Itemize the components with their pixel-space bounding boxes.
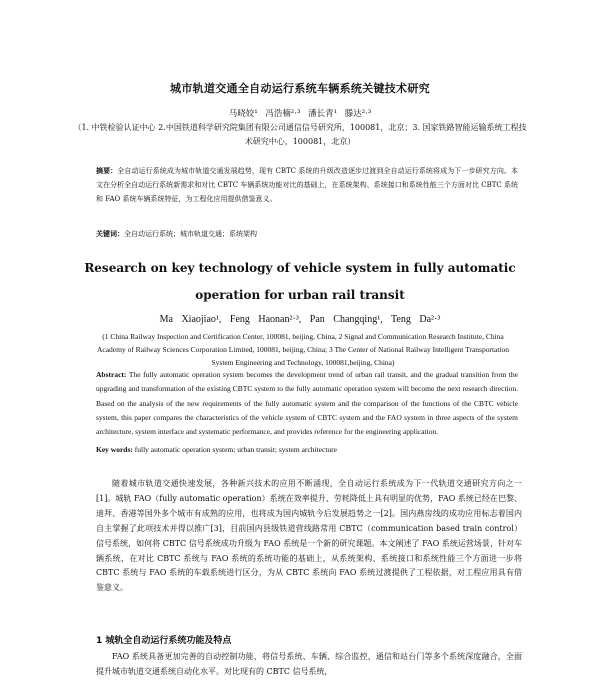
chinese-abstract-label: 摘要： (96, 166, 118, 175)
english-title-line-2: operation for urban rail transit (195, 288, 405, 302)
english-title-line-1: Research on key technology of vehicle system in fully automatic (84, 261, 516, 275)
english-abstract-text: The fully automatic operation system becomes the development trend of urban rail transit, and the gradual transition from the upgrading and transformation of the existing CBTC system to the fully automatic operation system will become the next research direction. Based on the analysis of the new requirements of the fully automatic system and the comparison of the functions of the CBTC vehicle system, this paper compares the characteristics of the vehicle system of CBTC system and the FAO system in three aspects of the system architecture, system interface and systematic performance, and provides reference for the engineering application. (96, 370, 518, 437)
english-affiliation: (1 China Railway Inspection and Certification Center, 100081, beijing, China, 2 Signal and Communication Research Institute, China Academy of Railway Sciences Corporation Limited, 100081, beijing, China; 3 The Center of National Railway Intelligent Transportation System Engineering and Technology, 100081,beijing, China) (96, 332, 510, 367)
english-keywords-label: Key words: (96, 445, 133, 454)
introduction-paragraph: 随着城市轨道交通快速发展，各种新兴技术的应用不断涌现，全自动运行系统成为下一代轨道交通研究方向之一[1]。城轨 FAO（fully automatic operation）系统在效率提升、劳耗降低上具有明显的优势，FAO 系统已经在巴黎、迪拜、香港等国外多个城市有成熟的应用，也将成为国内城轨今后发展趋势之一[2]。国内燕房线的成功应用标志着国内自主掌握了此项技术并得以推广[3]，目前国内县级铁道营线路常用 CBTC（communication based train control）信号系统，如何将 CBTC 信号系统成功升级为 FAO 系统是一个新的研究课题。本文阐述了 FAO 系统运营场景，针对车辆系统，在对比 CBTC 系统与 FAO 系统的系统功能的基础上，从系统架构、系统接口和系统性能三个方面进一步将 CBTC 系统与 FAO 系统的车载系统进行区分，为从 CBTC 系统向 FAO 系统过渡提供了工程依据，对工程应用具有借鉴意义。 (96, 479, 522, 593)
chinese-keywords-label: 关键词： (96, 229, 124, 238)
english-abstract (96, 368, 518, 439)
chinese-title: 城市轨道交通全自动运行系统车辆系统关键技术研究 (170, 82, 430, 95)
chinese-authors: 马晓姣¹ 冯浩楠²·³ 潘长青¹ 滕达²·³ (228, 109, 372, 119)
chinese-abstract-text: 全自动运行系统成为城市轨道交通发展趋势，现有 CBTC 系统的升级改造逐步过渡到全自动运行系统将成为下一步研究方向。本文在分析全自动运行系统新需求和对比 CBTC 车辆系统功能对比的基础上，在系统架构、系统接口和系统性能三个方面对比 CBTC 系统和 FAO 系统车辆系统特征，为工程化应用提供借鉴意义。 (96, 167, 518, 203)
english-keywords-text: fully automatic operation system; urban transit; system architecture (134, 445, 337, 454)
chinese-keywords-text: 全自动运行系统；城市轨道交通；系统架构 (124, 230, 257, 238)
section-1-body: FAO 系统具备更加完善的自动控制功能，将信号系统、车辆、综合监控、通信和站台门等多个系统深度融合，全面提升城市轨道交通系统自动化水平。对比现有的 CBTC 信号系统， (96, 652, 522, 676)
chinese-affiliation: （1. 中铁检验认证中心 2.中国铁道科学研究院集团有限公司通信信号研究所，100081，北京；3. 国家铁路智能运输系统工程技术研究中心，100081，北京） (73, 123, 527, 146)
english-keywords (96, 445, 518, 454)
english-authors: Ma Xiaojiao¹, Feng Haonan²·³, Pan Changqing¹, Teng Da²·³ (159, 314, 441, 325)
chinese-keywords (96, 229, 518, 239)
chinese-abstract (96, 164, 518, 206)
english-abstract-label: Abstract: (96, 370, 127, 379)
section-1-heading: 1 城轨全自动运行系统功能及特点 (96, 636, 232, 646)
